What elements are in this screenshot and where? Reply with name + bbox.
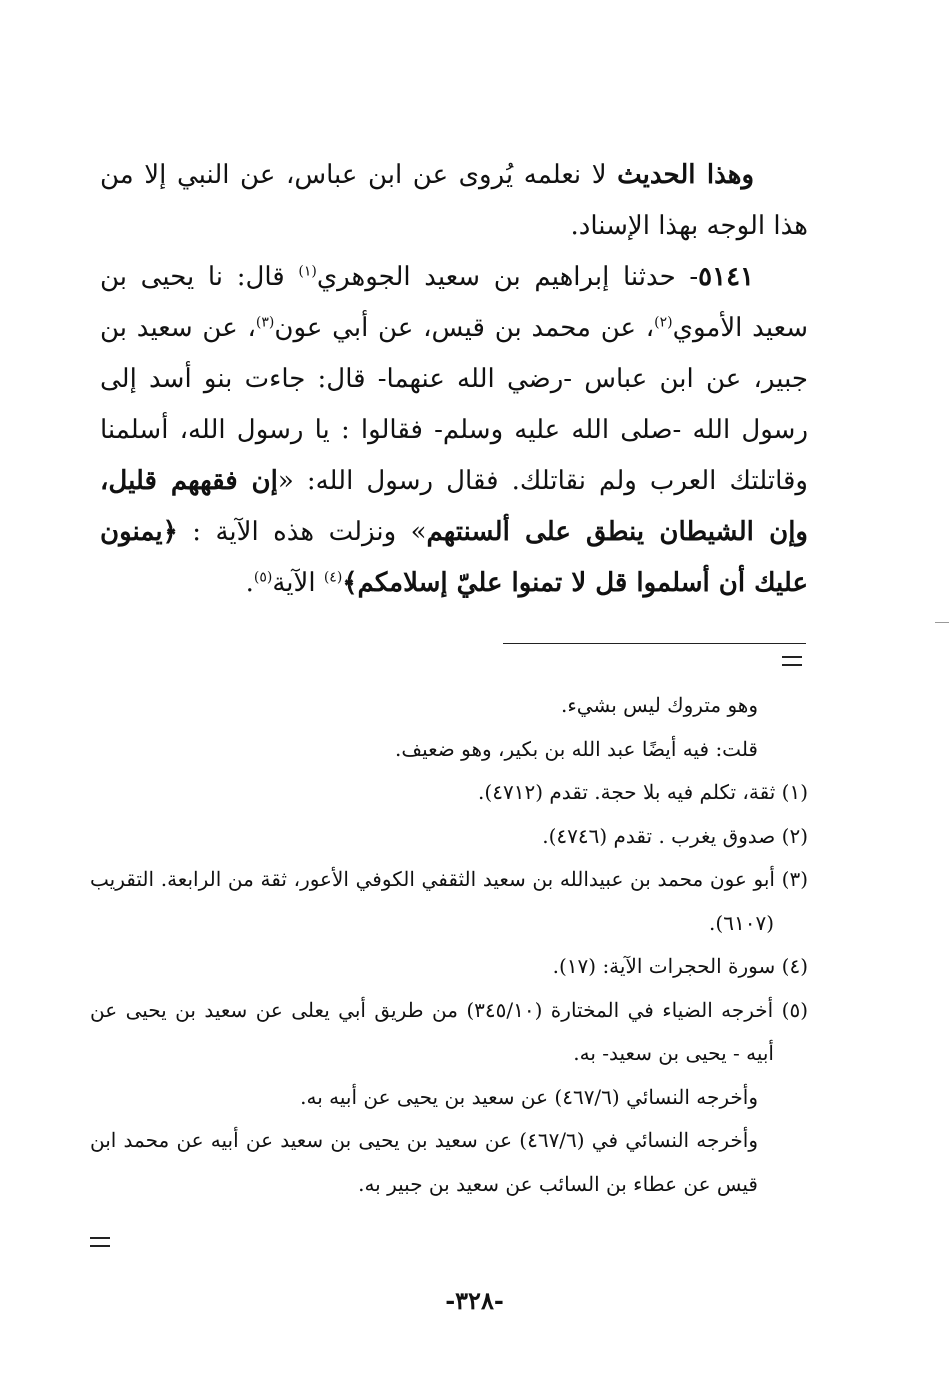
paragraph-text: الآية (272, 568, 324, 598)
footnotes (90, 684, 808, 1206)
paragraph-hadith-5141 (100, 252, 808, 609)
paragraph-text: قال: نا يحيى بن سعيد الأموي (100, 262, 808, 343)
footnote-ref-1: (١) (298, 263, 317, 280)
footnote-ref-2: (٢) (654, 314, 673, 331)
footnote-5-detail: وأخرجه النسائي في (٤٦٧/٦) عن سعيد بن يحيى بن سعيد عن أبيه عن محمد ابن قيس عن عطاء بن السائب عن سعيد بن جبير به. (90, 1128, 758, 1196)
footnote-ref-4: (٤) (323, 569, 343, 586)
bold-phrase: وهذا الحديث (617, 160, 754, 190)
footnote-3: (٣) أبو عون محمد بن عبيدالله بن سعيد الثقفي الكوفي الأعور، ثقة من الرابعة. التقريب (٦١٠٧). (90, 867, 808, 935)
footnote-ref-3: (٣) (255, 314, 275, 331)
footnote-5-detail: وأخرجه النسائي (٤٦٧/٦) عن سعيد بن يحيى عن أبيه به. (300, 1084, 758, 1109)
main-text (100, 150, 808, 609)
paragraph-text: ، عن سعيد بن جبير، عن ابن عباس -رضي الله عنهما- قال: جاءت بنو أسد إلى رسول الله -صلى الله عليه وسلم- فقالوا : يا رسول الله، أسلمنا وقاتلتك العرب ولم نقاتلك. فقال رسول الله: « (100, 313, 808, 496)
margin-mark (935, 622, 949, 623)
footnote-continuation: قلت: فيه أيضًا عبد الله بن بكير، وهو ضعيف. (395, 736, 758, 761)
footnote-2: (٢) صدوق يغرب . تقدم (٤٧٤٦). (542, 823, 808, 848)
footnote-4: (٤) سورة الحجرات الآية: (١٧). (552, 954, 808, 978)
paragraph-text: » ونزلت هذه الآية : (177, 517, 427, 547)
prophet-quote: إن فقههم قليل، وإن الشيطان ينطق على ألسنتهم (100, 466, 808, 547)
paragraph-text: ، عن محمد بن قيس، عن أبي عون (274, 313, 655, 343)
hadith-number: ٥١٤١ (698, 262, 754, 292)
paragraph-hadith-note (100, 150, 808, 252)
paragraph-text: لا نعلمه يُروى عن ابن عباس، عن النبي إلا من هذا الوجه بهذا الإسناد. (100, 160, 808, 241)
footnote-separator (503, 643, 806, 644)
page-number: -٣٢٨- (445, 1286, 504, 1315)
footnote-1: (١) ثقة، تكلم فيه بلا حجة. تقدم (٤٧١٢). (478, 780, 808, 804)
continuation-mark-bottom (90, 1237, 110, 1247)
footnote-continuation: وهو متروك ليس بشيء. (560, 693, 758, 717)
quran-verse: ﴿يمنون عليك أن أسلموا قل لا تمنوا عليّ إسلامكم﴾ (100, 517, 808, 598)
footnote-5: (٥) أخرجه الضياء في المختارة (٣٤٥/١٠) من طريق أبي يعلى عن سعيد بن يحيى عن أبيه - يحيى بن سعيد- به. (90, 997, 808, 1065)
continuation-mark-top (782, 656, 802, 666)
paragraph-text: - حدثنا إبراهيم بن سعيد الجوهري (316, 262, 699, 292)
footnote-ref-5: (٥) (253, 569, 273, 586)
paragraph-text: . (245, 568, 254, 598)
